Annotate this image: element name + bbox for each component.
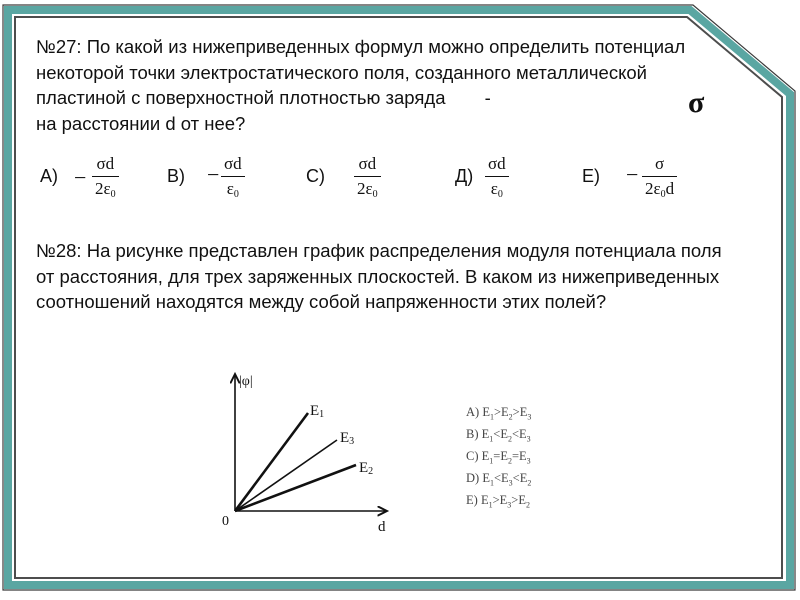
- label-e1: E1: [310, 403, 325, 420]
- option-d-label: Д): [455, 166, 474, 186]
- option-a-label: А): [40, 166, 58, 186]
- option-e-den-tail: d: [665, 179, 675, 198]
- option-e-denominator: 2ε: [645, 179, 661, 198]
- x-axis-label: d: [378, 519, 386, 535]
- option-c: [306, 153, 406, 209]
- y-axis-label: |φ|: [239, 374, 253, 389]
- option-b-formula: [221, 153, 245, 206]
- option-a-sign: −: [74, 165, 87, 190]
- q27-body: №27: По какой из нижеприведенных формул можно определить потенциал некоторой точки электростатического поля, созданного металлической пластиной с поверхностной плотностью заряда: [36, 36, 686, 108]
- option-b-sub: 0: [233, 189, 239, 200]
- option-d-numerator: σd: [488, 154, 506, 173]
- potential-graph: [215, 368, 415, 543]
- option-d-denominator: ε: [490, 179, 498, 198]
- option-e-sign: −: [626, 162, 639, 187]
- option-c-denominator: 2ε: [357, 179, 373, 198]
- option-b-sign: −: [207, 162, 220, 187]
- question-28-text: №28: На рисунке представлен график распределения модуля потенциала поля от расстояния, для трех заряженных плоскостей. В каком из нижеприведенных соотношений находятся между собой напряженности этих полей?: [36, 240, 722, 312]
- line-e3: [235, 440, 337, 511]
- option-e-numerator: σ: [654, 154, 665, 173]
- option-e-sub: 0: [660, 189, 666, 200]
- q27-body-end: на расстоянии d от нее?: [36, 112, 246, 134]
- origin-label: 0: [222, 514, 229, 529]
- option-a-sub: 0: [110, 189, 116, 200]
- option-d: [455, 153, 555, 209]
- option-a-numerator: σd: [96, 154, 115, 173]
- answer-list: [466, 404, 531, 514]
- answer-a: A) $E_1>E_2>E_3$: [466, 405, 532, 422]
- sigma-symbol: σ: [688, 86, 705, 119]
- option-c-formula: [354, 153, 381, 206]
- option-a: [40, 153, 140, 209]
- option-b-label: В): [167, 166, 185, 186]
- label-e2: E2: [359, 460, 374, 477]
- option-c-sub: 0: [372, 189, 378, 200]
- option-a-formula: [92, 153, 119, 206]
- option-e-label: Е): [582, 166, 600, 186]
- option-a-denominator: 2ε: [95, 179, 111, 198]
- option-c-label: С): [306, 166, 325, 186]
- option-d-sub: 0: [497, 189, 503, 200]
- answer-b: B) $E_1<E_2<E_3$: [466, 427, 531, 444]
- option-e: [582, 153, 702, 209]
- option-e-formula: [642, 153, 677, 206]
- answer-d: D) $E_1<E_3<E_2$: [466, 471, 532, 488]
- question-27-text: [36, 34, 736, 136]
- option-b-denominator: ε: [226, 179, 234, 198]
- answer-c: C) $E_1=E_2=E_3$: [466, 449, 531, 466]
- q27-dash: -: [484, 87, 491, 108]
- label-e3: E3: [340, 430, 355, 447]
- answer-e: E) $E_1>E_3>E_2$: [466, 493, 530, 510]
- option-d-formula: [485, 153, 509, 206]
- option-c-numerator: σd: [358, 154, 377, 173]
- option-b-numerator: σd: [224, 154, 242, 173]
- option-b: [167, 153, 267, 209]
